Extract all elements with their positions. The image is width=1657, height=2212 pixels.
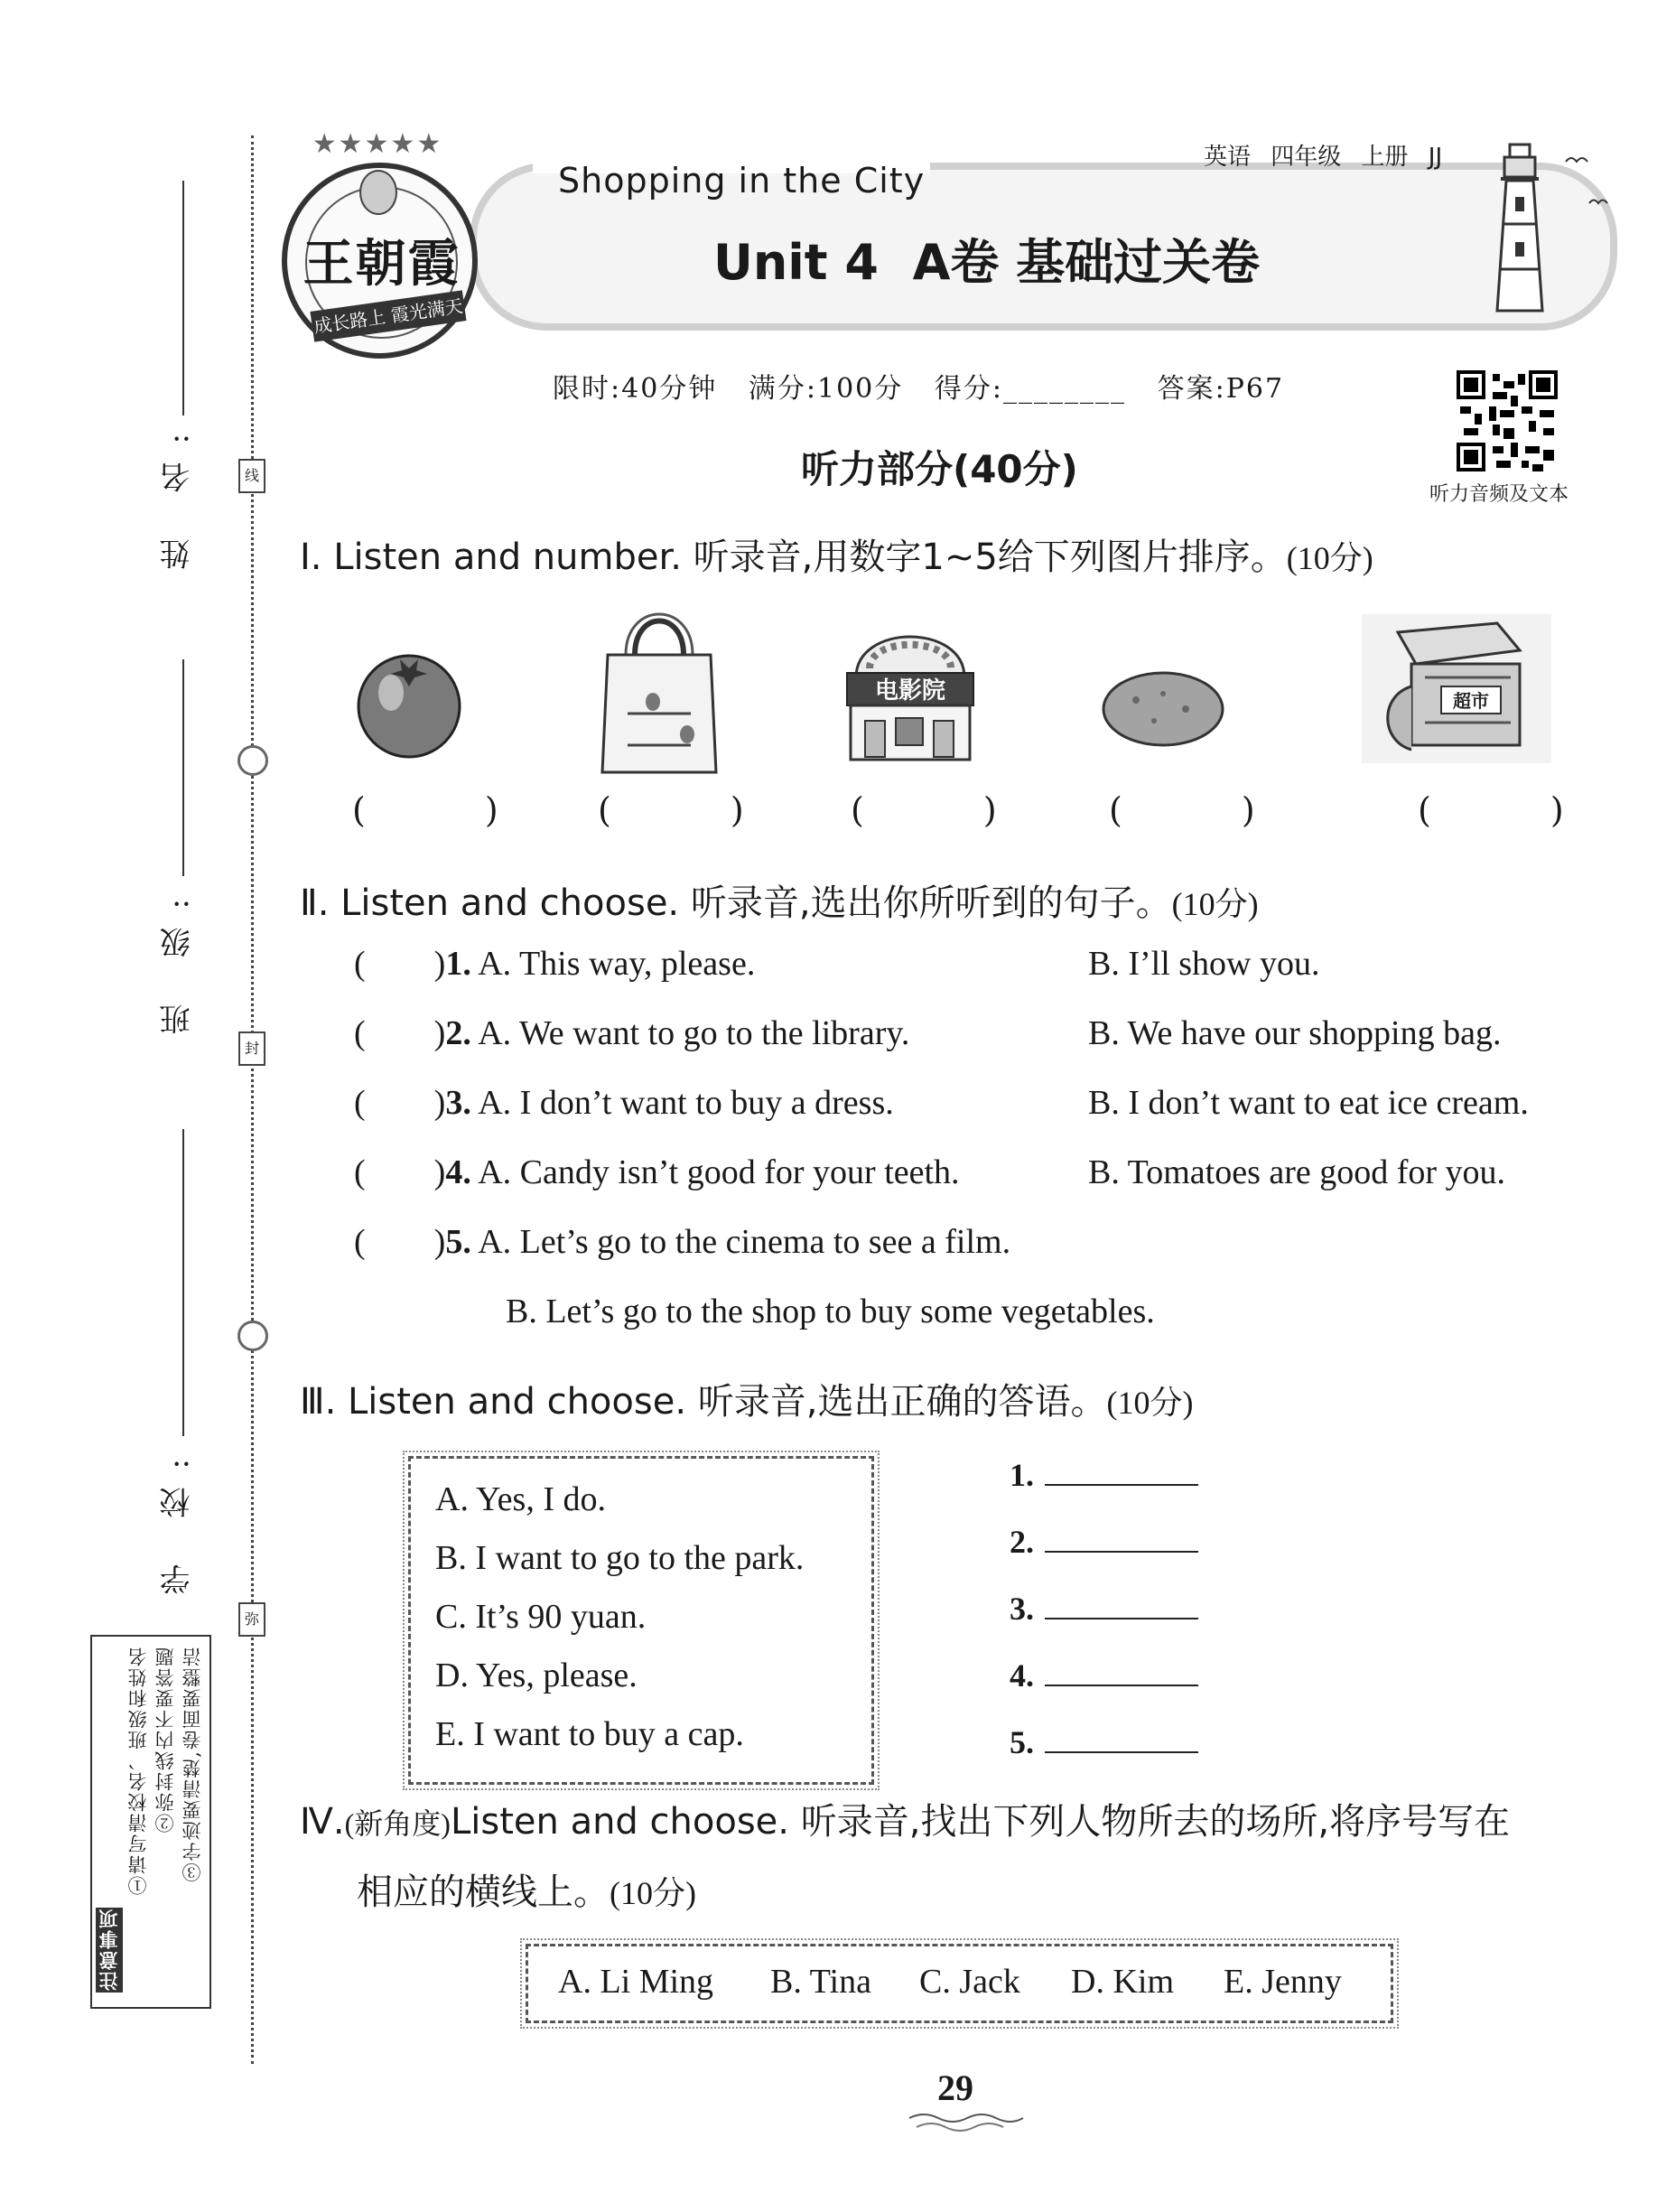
notes-box xyxy=(90,1635,211,2009)
name-label: 姓 名: xyxy=(160,415,196,570)
name-option: C. Jack xyxy=(919,1963,1020,2001)
supermarket-picture-icon xyxy=(1362,614,1551,763)
tomato-picture-icon xyxy=(350,643,468,761)
supermarket-sign-text: 超市 xyxy=(1453,690,1489,712)
option-a: A. Let’s go to the cinema to see a film. xyxy=(478,1223,1011,1261)
option-item: D. Yes, please. xyxy=(435,1657,638,1694)
school-field-line[interactable] xyxy=(182,1129,184,1436)
question-row: ( )2. A. We want to go to the library. xyxy=(354,1014,910,1052)
answer-line[interactable]: 4. xyxy=(1010,1657,1198,1694)
answer-line[interactable]: 5. xyxy=(1010,1723,1198,1761)
name-option: E. Jenny xyxy=(1224,1963,1342,2001)
note-1: ①请写清校名、班级和姓名 xyxy=(127,1646,149,1895)
option-item: E. I want to buy a cap. xyxy=(435,1715,744,1753)
class-label: 班 级: xyxy=(160,881,196,1035)
answer-blank-5[interactable]: ( ) xyxy=(1418,790,1618,830)
answer-paren[interactable]: ( ) xyxy=(354,1223,446,1261)
logo-stars-icon: ★★★★★ xyxy=(312,128,443,160)
answer-blank-4[interactable]: ( ) xyxy=(1109,790,1309,830)
potato-picture-icon xyxy=(1100,668,1226,750)
name-field-line[interactable] xyxy=(182,181,184,415)
qr-code-icon[interactable] xyxy=(1457,370,1558,471)
option-a: A. This way, please. xyxy=(478,945,756,983)
section-2-instruction: Ⅱ. Listen and choose. 听录音,选出你所听到的句子。 xyxy=(300,882,1172,924)
note-3: ③字迹要清楚,卷面要整洁 xyxy=(182,1646,203,1882)
class-field-line[interactable] xyxy=(182,659,184,876)
answer-line[interactable]: 1. xyxy=(1010,1456,1198,1494)
seal-mark-secret: 弥 xyxy=(238,1602,265,1637)
shopping-bag-picture-icon xyxy=(600,601,718,777)
section-4-tag: (新角度) xyxy=(344,1807,451,1840)
school-label: 学 校: xyxy=(160,1441,196,1595)
section-1-score: (10分) xyxy=(1286,540,1373,576)
binding-hole-icon xyxy=(237,1321,268,1351)
section-4-heading: Ⅳ.(新角度)Listen and choose. 听录音,找出下列人物所去的场所,将序号写在 xyxy=(300,1801,1511,1843)
section-4-score: (10分) xyxy=(610,1875,696,1911)
name-option: B. Tina xyxy=(770,1963,871,2001)
seal-mark-seal: 封 xyxy=(238,1031,265,1066)
page-title: Unit 4 A卷 基础过关卷 xyxy=(713,234,1261,291)
section-3-instruction: Ⅲ. Listen and choose. 听录音,选出正确的答语。 xyxy=(300,1381,1107,1423)
section-4-heading-line2: 相应的横线上。(10分) xyxy=(357,1871,696,1913)
answer-blank-2[interactable]: ( ) xyxy=(598,790,798,830)
answer-line[interactable]: 3. xyxy=(1010,1590,1198,1628)
part-title: 听力部分(40分) xyxy=(801,447,1078,491)
option-b: B. We have our shopping bag. xyxy=(1088,1014,1502,1052)
seagull-icon xyxy=(1562,149,1616,221)
option-b: B. I don’t want to eat ice cream. xyxy=(1088,1084,1529,1122)
answer-paren[interactable]: ( ) xyxy=(354,945,446,983)
question-row: ( )1. A. This way, please. xyxy=(354,945,756,983)
option-b: B. Tomatoes are good for you. xyxy=(1088,1153,1506,1191)
binding-dotted-line xyxy=(251,135,254,2064)
section-3-score: (10分) xyxy=(1106,1385,1194,1421)
option-a: A. Candy isn’t good for your teeth. xyxy=(478,1153,960,1191)
answer-paren[interactable]: ( ) xyxy=(354,1014,446,1052)
question-row: ( )4. A. Candy isn’t good for your teeth. xyxy=(354,1153,960,1191)
exam-info: 限时:40分钟 满分:100分 得分:________ 答案:P67 xyxy=(553,373,1285,405)
notes-title: 注意事项 xyxy=(96,1908,123,1993)
option-item: C. It’s 90 yuan. xyxy=(435,1598,647,1636)
note-2: ②弥封线内不要答题 xyxy=(154,1646,176,1833)
unit-subtitle: Shopping in the City xyxy=(558,161,926,201)
answer-blank-1[interactable]: ( ) xyxy=(352,790,553,830)
option-item: B. I want to go to the park. xyxy=(435,1539,805,1577)
option-b: B. I’ll show you. xyxy=(1088,945,1320,983)
section-1-instruction: Ⅰ. Listen and number. 听录音,用数字1~5给下列图片排序。 xyxy=(300,537,1287,578)
question-row: ( )5. A. Let’s go to the cinema to see a film. xyxy=(354,1223,1011,1261)
logo-portrait-icon xyxy=(359,170,397,215)
section-1-heading xyxy=(300,528,1373,580)
lighthouse-icon xyxy=(1488,143,1551,314)
wave-decoration-icon xyxy=(908,2109,1025,2136)
section-3-heading xyxy=(300,1373,1193,1424)
book-meta: 英语 四年级 上册 JJ xyxy=(1204,144,1443,171)
answer-paren[interactable]: ( ) xyxy=(354,1153,446,1191)
option-a: A. We want to go to the library. xyxy=(478,1014,910,1052)
page-number: 29 xyxy=(937,2067,973,2108)
logo-text: 王朝霞 xyxy=(303,237,461,293)
section-4-instruction: Listen and choose. 听录音,找出下列人物所去的场所,将序号写在 xyxy=(450,1801,1511,1843)
option-a: A. I don’t want to buy a dress. xyxy=(478,1084,894,1122)
cinema-sign-text: 电影院 xyxy=(874,677,946,705)
answer-paren[interactable]: ( ) xyxy=(354,1084,446,1122)
answer-line[interactable]: 2. xyxy=(1010,1523,1198,1561)
section-2-heading xyxy=(300,874,1259,926)
cinema-picture-icon xyxy=(838,614,982,763)
binding-hole-icon xyxy=(237,745,268,776)
name-option: A. Li Ming xyxy=(558,1963,714,2001)
seal-mark-line: 线 xyxy=(238,459,265,493)
qr-caption: 听力音频及文本 xyxy=(1429,483,1569,506)
name-option: D. Kim xyxy=(1071,1963,1174,2001)
logo-slogan: 成长路上 霞光满天 xyxy=(310,290,466,341)
option-item: A. Yes, I do. xyxy=(435,1480,606,1518)
question-row: ( )3. A. I don’t want to buy a dress. xyxy=(354,1084,894,1122)
option-b: B. Let’s go to the shop to buy some vegetables. xyxy=(506,1293,1155,1330)
section-2-score: (10分) xyxy=(1171,886,1259,922)
answer-blank-3[interactable]: ( ) xyxy=(851,790,1051,830)
